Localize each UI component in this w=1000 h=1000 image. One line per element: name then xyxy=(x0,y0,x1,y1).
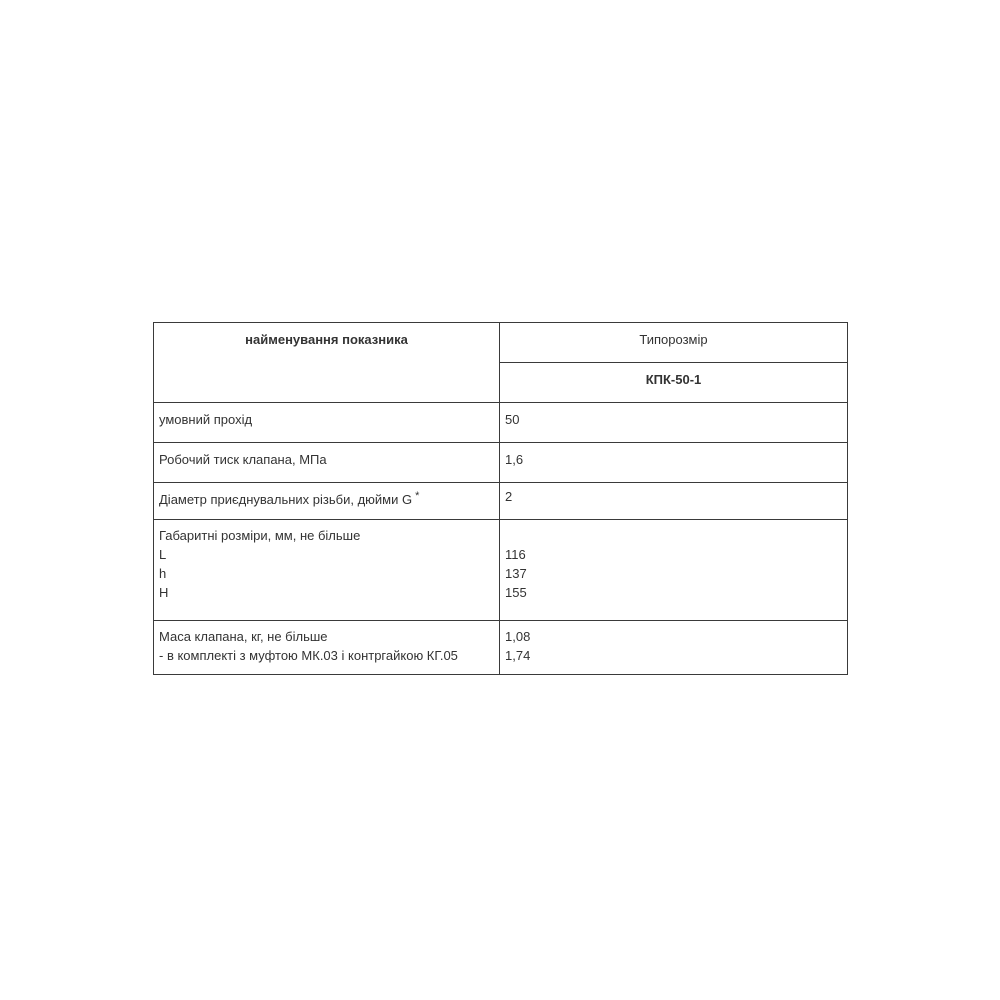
row-label-line: L xyxy=(159,547,167,562)
row-value-line: 155 xyxy=(505,585,527,600)
row-value-line: 137 xyxy=(505,566,527,581)
header-parameter-name: найменування показника xyxy=(154,323,500,403)
row-label-line: - в комплекті з муфтою МК.03 і контргайкою КГ.05 xyxy=(159,648,458,663)
row-value-line: 50 xyxy=(505,412,520,427)
row-label-line: h xyxy=(159,566,167,581)
row-value-line: 1,08 xyxy=(505,629,531,644)
row-label xyxy=(154,621,500,675)
row-label-line: умовний прохід xyxy=(159,412,253,427)
row-label-line: Робочий тиск клапана, МПа xyxy=(159,452,327,467)
table-row xyxy=(154,443,848,483)
table-row xyxy=(154,520,848,621)
row-value-line: 116 xyxy=(505,547,526,562)
row-value xyxy=(500,483,848,520)
footnote-asterisk: * xyxy=(415,490,420,502)
row-label-line: Маса клапана, кг, не більше xyxy=(159,629,328,644)
row-label-text: Діаметр приєднувальних різьби, дюйми G xyxy=(159,492,413,507)
row-label-line xyxy=(159,487,494,509)
row-label-line: H xyxy=(159,585,169,600)
table-row xyxy=(154,483,848,520)
row-label xyxy=(154,443,500,483)
row-label-line: Габаритні розміри, мм, не більше xyxy=(159,528,361,543)
table-row xyxy=(154,621,848,675)
row-label xyxy=(154,520,500,621)
row-value xyxy=(500,621,848,675)
row-label xyxy=(154,483,500,520)
header-model: КПК-50-1 xyxy=(500,363,848,403)
table-row xyxy=(154,403,848,443)
row-value-line xyxy=(505,526,842,545)
spec-table xyxy=(153,322,848,675)
row-value-line: 1,74 xyxy=(505,648,531,663)
row-value xyxy=(500,403,848,443)
row-value-line: 2 xyxy=(505,489,513,504)
row-value xyxy=(500,443,848,483)
row-value xyxy=(500,520,848,621)
row-label xyxy=(154,403,500,443)
row-value-line: 1,6 xyxy=(505,452,524,467)
header-size-label: Типорозмір xyxy=(500,323,848,363)
table-header-row xyxy=(154,323,848,363)
